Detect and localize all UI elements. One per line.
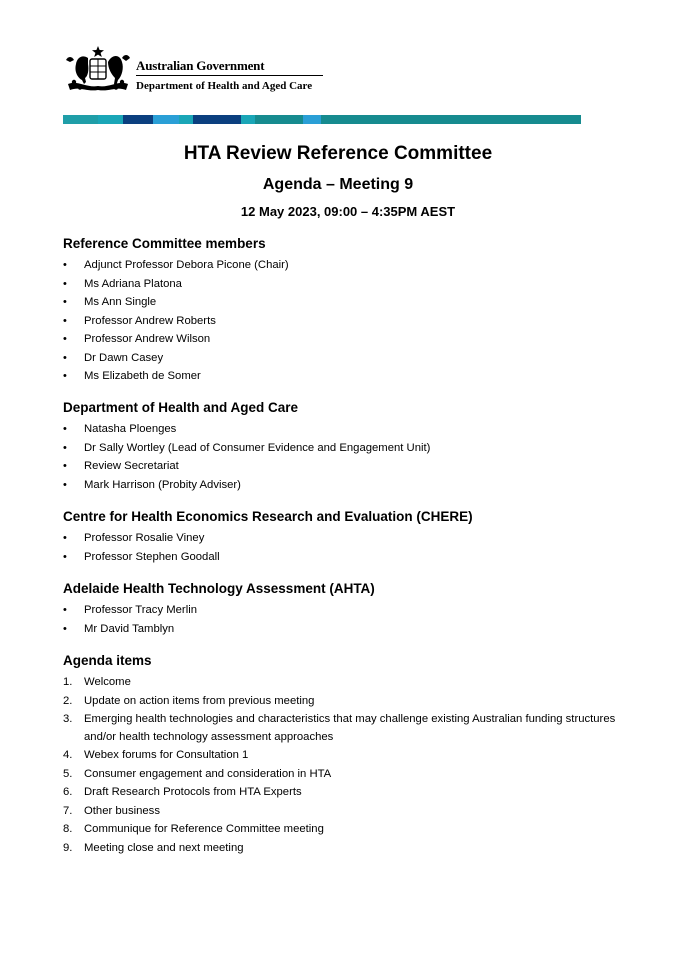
list-item: • Ms Adriana Platona bbox=[63, 275, 289, 294]
document-title: HTA Review Reference Committee bbox=[183, 143, 493, 164]
government-name: Australian Government bbox=[136, 58, 265, 73]
members-list bbox=[63, 256, 289, 386]
chere-heading: Centre for Health Economics Research and Evaluation (CHERE) bbox=[63, 509, 473, 524]
agenda-item bbox=[63, 710, 643, 746]
item-text: Other business bbox=[84, 804, 160, 817]
agenda-item bbox=[63, 802, 643, 821]
bar-segment bbox=[303, 115, 321, 124]
item-number: 4. bbox=[63, 749, 73, 761]
list-item: • Natasha Ploenges bbox=[63, 420, 430, 439]
list-item: • Mark Harrison (Probity Adviser) bbox=[63, 476, 430, 495]
list-item: • Adjunct Professor Debora Picone (Chair) bbox=[63, 256, 289, 275]
agenda-item bbox=[63, 820, 643, 839]
list-item: • Dr Sally Wortley (Lead of Consumer Evidence and Engagement Unit) bbox=[63, 439, 430, 458]
item-text: Communique for Reference Committee meeting bbox=[84, 823, 324, 835]
department-list bbox=[63, 420, 430, 494]
agenda-item bbox=[63, 765, 643, 784]
list-item: • Dr Dawn Casey bbox=[63, 349, 289, 368]
item-text: Emerging health technologies and characteristics that may challenge existing Australian funding structures and/or health technology assessment approaches bbox=[84, 713, 616, 743]
list-item: • Professor Andrew Roberts bbox=[63, 312, 289, 331]
list-item: • Professor Stephen Goodall bbox=[63, 548, 220, 567]
item-number: 3. bbox=[63, 713, 73, 725]
item-text: Welcome bbox=[84, 676, 131, 688]
list-item: • Review Secretariat bbox=[63, 457, 430, 476]
item-number: 6. bbox=[63, 786, 73, 798]
list-item: • Professor Andrew Wilson bbox=[63, 330, 289, 349]
bar-segment bbox=[241, 115, 255, 124]
bar-segment bbox=[193, 115, 241, 124]
ahta-list bbox=[63, 601, 197, 638]
item-number: 5. bbox=[63, 767, 73, 780]
document-subtitle: Agenda – Meeting 9 bbox=[262, 176, 414, 193]
bar-segment bbox=[63, 115, 98, 124]
bar-segment bbox=[98, 115, 123, 124]
header-divider bbox=[136, 75, 323, 76]
list-item: • Professor Tracy Merlin bbox=[63, 601, 197, 620]
item-text: Webex forums for Consultation 1 bbox=[84, 749, 249, 761]
item-number: 2. bbox=[63, 694, 73, 707]
coat-of-arms-icon bbox=[64, 44, 132, 98]
bar-segment bbox=[255, 115, 303, 124]
bar-segment bbox=[179, 115, 193, 124]
agenda-item bbox=[63, 839, 643, 858]
chere-list bbox=[63, 529, 220, 566]
agenda-item bbox=[63, 692, 643, 711]
department-name: Department of Health and Aged Care bbox=[136, 80, 313, 92]
meeting-date: 12 May 2023, 09:00 – 4:35PM AEST bbox=[240, 204, 456, 219]
department-heading: Department of Health and Aged Care bbox=[63, 400, 299, 415]
members-heading: Reference Committee members bbox=[63, 236, 266, 251]
item-number: 9. bbox=[63, 841, 73, 854]
agenda-item bbox=[63, 783, 643, 802]
list-item: • Professor Rosalie Viney bbox=[63, 529, 220, 548]
item-number: 8. bbox=[63, 823, 73, 835]
ahta-heading: Adelaide Health Technology Assessment (AHTA) bbox=[63, 581, 375, 596]
list-item: • Mr David Tamblyn bbox=[63, 620, 197, 639]
bar-segment bbox=[123, 115, 153, 124]
item-number: 7. bbox=[63, 804, 73, 817]
agenda-list bbox=[63, 673, 643, 857]
item-text: Draft Research Protocols from HTA Experts bbox=[84, 786, 302, 798]
agenda-item bbox=[63, 746, 643, 765]
header-color-bar bbox=[63, 115, 581, 124]
item-number: 1. bbox=[63, 676, 73, 688]
agenda-item bbox=[63, 673, 643, 692]
bar-segment bbox=[153, 115, 179, 124]
item-text: Update on action items from previous meeting bbox=[84, 694, 315, 707]
list-item: • Ms Elizabeth de Somer bbox=[63, 367, 289, 386]
bar-segment bbox=[321, 115, 581, 124]
item-text: Meeting close and next meeting bbox=[84, 841, 244, 854]
list-item: • Ms Ann Single bbox=[63, 293, 289, 312]
agenda-heading: Agenda items bbox=[63, 653, 152, 668]
item-text: Consumer engagement and consideration in HTA bbox=[84, 767, 332, 780]
